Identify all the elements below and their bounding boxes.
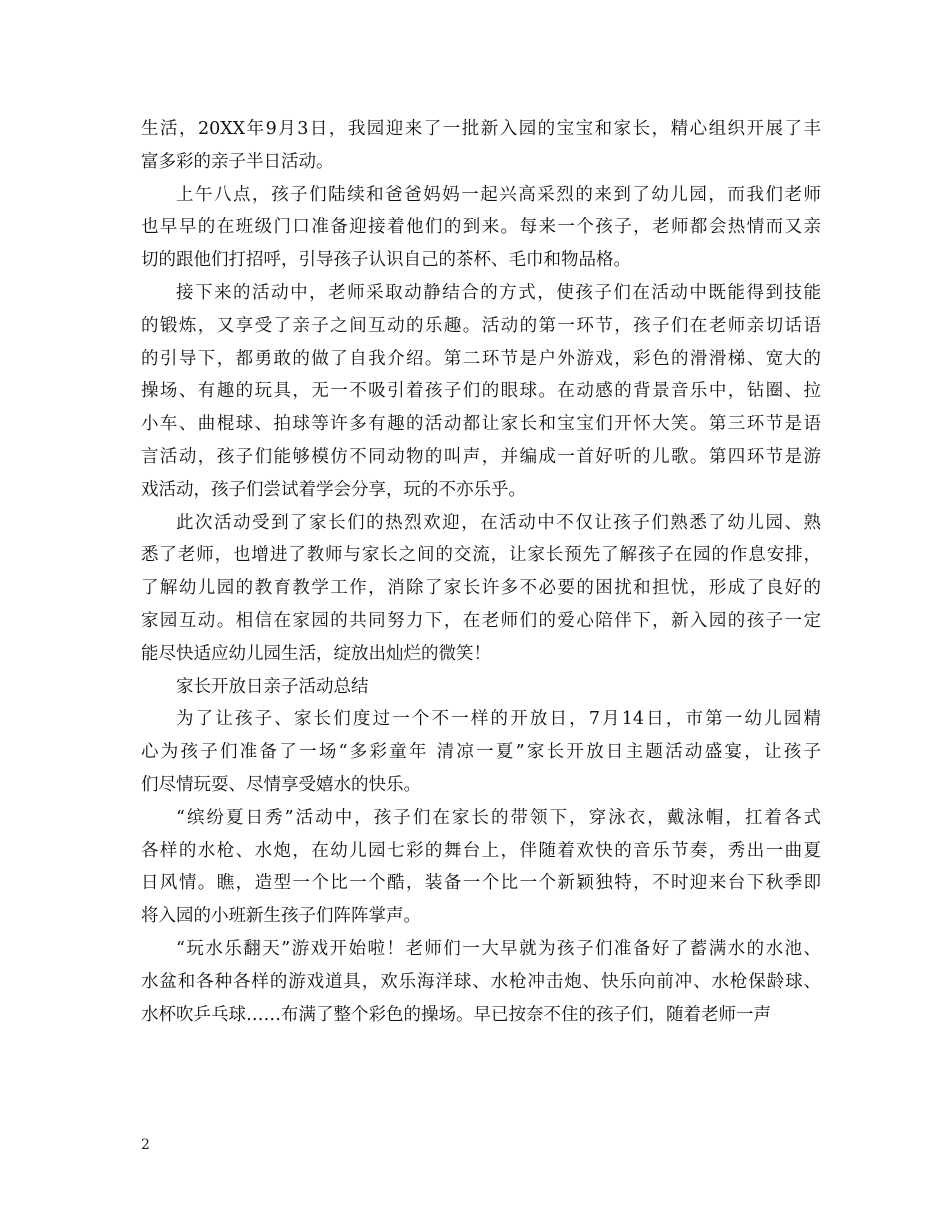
text-line: “缤纷夏日秀”活动中，孩子们在家长的带领下，穿泳衣，戴泳帽，扛着各式: [176, 807, 821, 828]
text-line: 日风情。瞧，造型一个比一个酷，装备一个比一个新颖独特，不时迎来台下秋季即: [141, 873, 821, 894]
text-line: “玩水乐翻天”游戏开始啦！老师们一大早就为孩子们准备好了蓄满水的水池、: [176, 938, 821, 959]
text-line: 了解幼儿园的教育教学工作，消除了家长许多不必要的困扰和担忧，形成了良好的: [141, 578, 821, 599]
paragraph-p3: [141, 277, 821, 507]
text-line: 切的跟他们打招呼，引导孩子认识自己的茶杯、毛巾和物品格。: [141, 250, 631, 271]
text-line: 上午八点，孩子们陆续和爸爸妈妈一起兴高采烈的来到了幼儿园，而我们老师: [176, 184, 821, 205]
text-line: 生活，20XX年9月3日，我园迎来了一批新入园的宝宝和家长，精心组织开展了丰: [141, 119, 821, 139]
text-line: 言活动，孩子们能够模仿不同动物的叫声，并编成一首好听的儿歌。第四环节是游: [141, 446, 821, 467]
text-line: 们尽情玩耍、尽情享受嬉水的快乐。: [141, 774, 421, 795]
text-line: 戏活动，孩子们尝试着学会分享，玩的不亦乐乎。: [141, 479, 526, 500]
text-line: 将入园的小班新生孩子们阵阵掌声。: [141, 906, 421, 927]
text-line: 的引导下，都勇敢的做了自我介绍。第二环节是户外游戏，彩色的滑滑梯、宽大的: [141, 348, 821, 369]
paragraph-p6: [141, 703, 821, 801]
text-line: 操场、有趣的玩具，无一不吸引着孩子们的眼球。在动感的背景音乐中，钻圈、拉: [141, 381, 821, 402]
text-line: 接下来的活动中，老师采取动静结合的方式，使孩子们在活动中既能得到技能: [176, 282, 821, 303]
text-line: 小车、曲棍球、拍球等许多有趣的活动都让家长和宝宝们开怀大笑。第三环节是语: [141, 414, 821, 435]
paragraph-p8: [141, 933, 821, 1031]
paragraph-p2: [141, 179, 821, 277]
paragraph-p5: [141, 671, 821, 704]
paragraph-p7: [141, 802, 821, 933]
text-line: 悉了老师，也增进了教师与家长之间的交流，让家长预先了解孩子在园的作息安排，: [141, 545, 821, 566]
text-line: 水盆和各种各样的游戏道具，欢乐海洋球、水枪冲击炮、快乐向前冲、水枪保龄球、: [141, 971, 821, 992]
text-line: 富多彩的亲子半日活动。: [141, 151, 334, 172]
page-number: 2: [141, 1137, 150, 1153]
document-body: [141, 113, 821, 1031]
text-line: 为了让孩子、家长们度过一个不一样的开放日，7月14日，市第一幼儿园精: [176, 709, 821, 730]
text-line: 能尽快适应幼儿园生活，绽放出灿烂的微笑！: [141, 643, 491, 664]
text-line: 各样的水枪、水炮，在幼儿园七彩的舞台上，伴随着欢快的音乐节奏，秀出一曲夏: [141, 840, 821, 861]
text-line: 心为孩子们准备了一场“多彩童年 清凉一夏”家长开放日主题活动盛宴，让孩子: [141, 742, 821, 763]
paragraph-p4: [141, 507, 821, 671]
text-line: 家长开放日亲子活动总结: [176, 676, 369, 697]
text-line: 家园互动。相信在家园的共同努力下，在老师们的爱心陪伴下，新入园的孩子一定: [141, 610, 821, 631]
text-line: 此次活动受到了家长们的热烈欢迎，在活动中不仅让孩子们熟悉了幼儿园、熟: [176, 512, 821, 533]
text-line: 水杯吹乒乓球……布满了整个彩色的操场。早已按奈不住的孩子们，随着老师一声: [141, 1004, 771, 1025]
text-line: 的锻炼，又享受了亲子之间互动的乐趣。活动的第一环节，孩子们在老师亲切话语: [141, 315, 821, 336]
text-line: 也早早的在班级门口准备迎接着他们的到来。每来一个孩子，老师都会热情而又亲: [141, 217, 821, 238]
paragraph-p1: [141, 113, 821, 179]
